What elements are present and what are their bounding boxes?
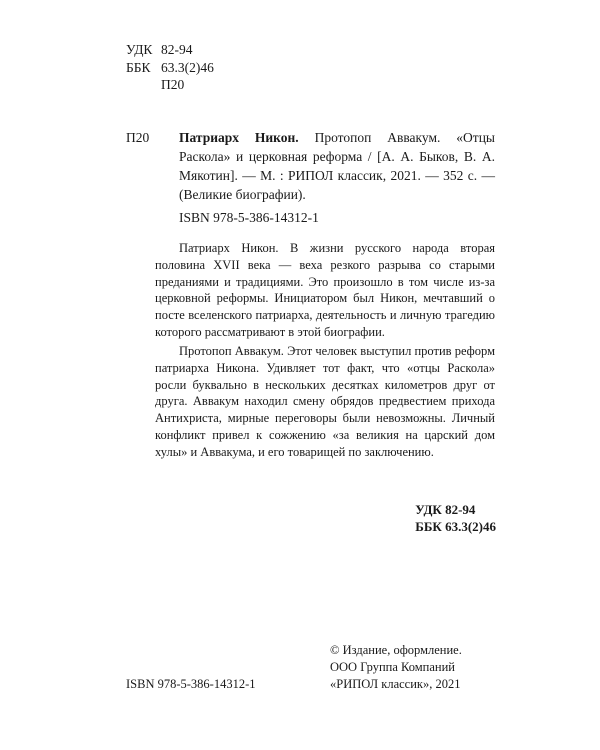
udk-value: 82-94	[161, 42, 193, 57]
bibliographic-record	[179, 128, 495, 204]
udk-code: УДК 82-94	[415, 502, 476, 517]
copyright-line: «РИПОЛ классик», 2021	[330, 677, 461, 691]
copyright-line: © Издание, оформление.	[330, 643, 462, 657]
bbk-code: ББК 63.3(2)46	[415, 519, 496, 534]
copyright-line: ООО Группа Компаний	[330, 660, 455, 674]
record-title: Патриарх Никон.	[179, 130, 299, 145]
isbn-footer: ISBN 978-5-386-14312-1	[126, 677, 256, 691]
classification-codes	[415, 501, 496, 535]
author-sign: П20	[126, 130, 150, 145]
bbk-value: 63.3(2)46	[161, 59, 214, 75]
copyright-notice	[330, 642, 462, 693]
bbk-label: ББК	[126, 59, 151, 75]
header-classification-codes	[126, 41, 214, 94]
bbk-code-row	[126, 59, 214, 77]
record-description: Протопоп Аввакум. «Отцы Раскола» и церковная реформа / [А. А. Быков, В. А. Мякотин]. — М. : РИПОЛ классик, 2021. — 352 с. — (Великие биографии).	[179, 130, 495, 202]
udk-label: УДК	[126, 42, 153, 57]
annotation-paragraph: Протопоп Аввакум. Этот человек выступил против реформ патриарха Никона. Удивляет тот факт, что «отцы Раскола» росли буквально в нескольких десятках километров друг от друга. Аввакум находил смену обрядов предвестием прихода Антихриста, мирные переговоры были невозможны. Личный конфликт привел к сожжению «за великия на царский дом хулы» и Аввакума, и его товарищей по заключению.	[155, 344, 495, 459]
isbn-main: ISBN 978-5-386-14312-1	[179, 210, 319, 225]
udk-code-row	[126, 41, 214, 59]
annotation-paragraph: Патриарх Никон. В жизни русского народа вторая половина XVII века — веха резкого разрыва со старыми преданиями и традициями. Это произошло в том числе из-за церковной реформы. Инициатором был Никон, мечтавший о посте вселенского патриарха, деятельность и личную трагедию которого рассматривают в этой биографии.	[155, 241, 495, 339]
author-sign-top: П20	[161, 77, 185, 92]
